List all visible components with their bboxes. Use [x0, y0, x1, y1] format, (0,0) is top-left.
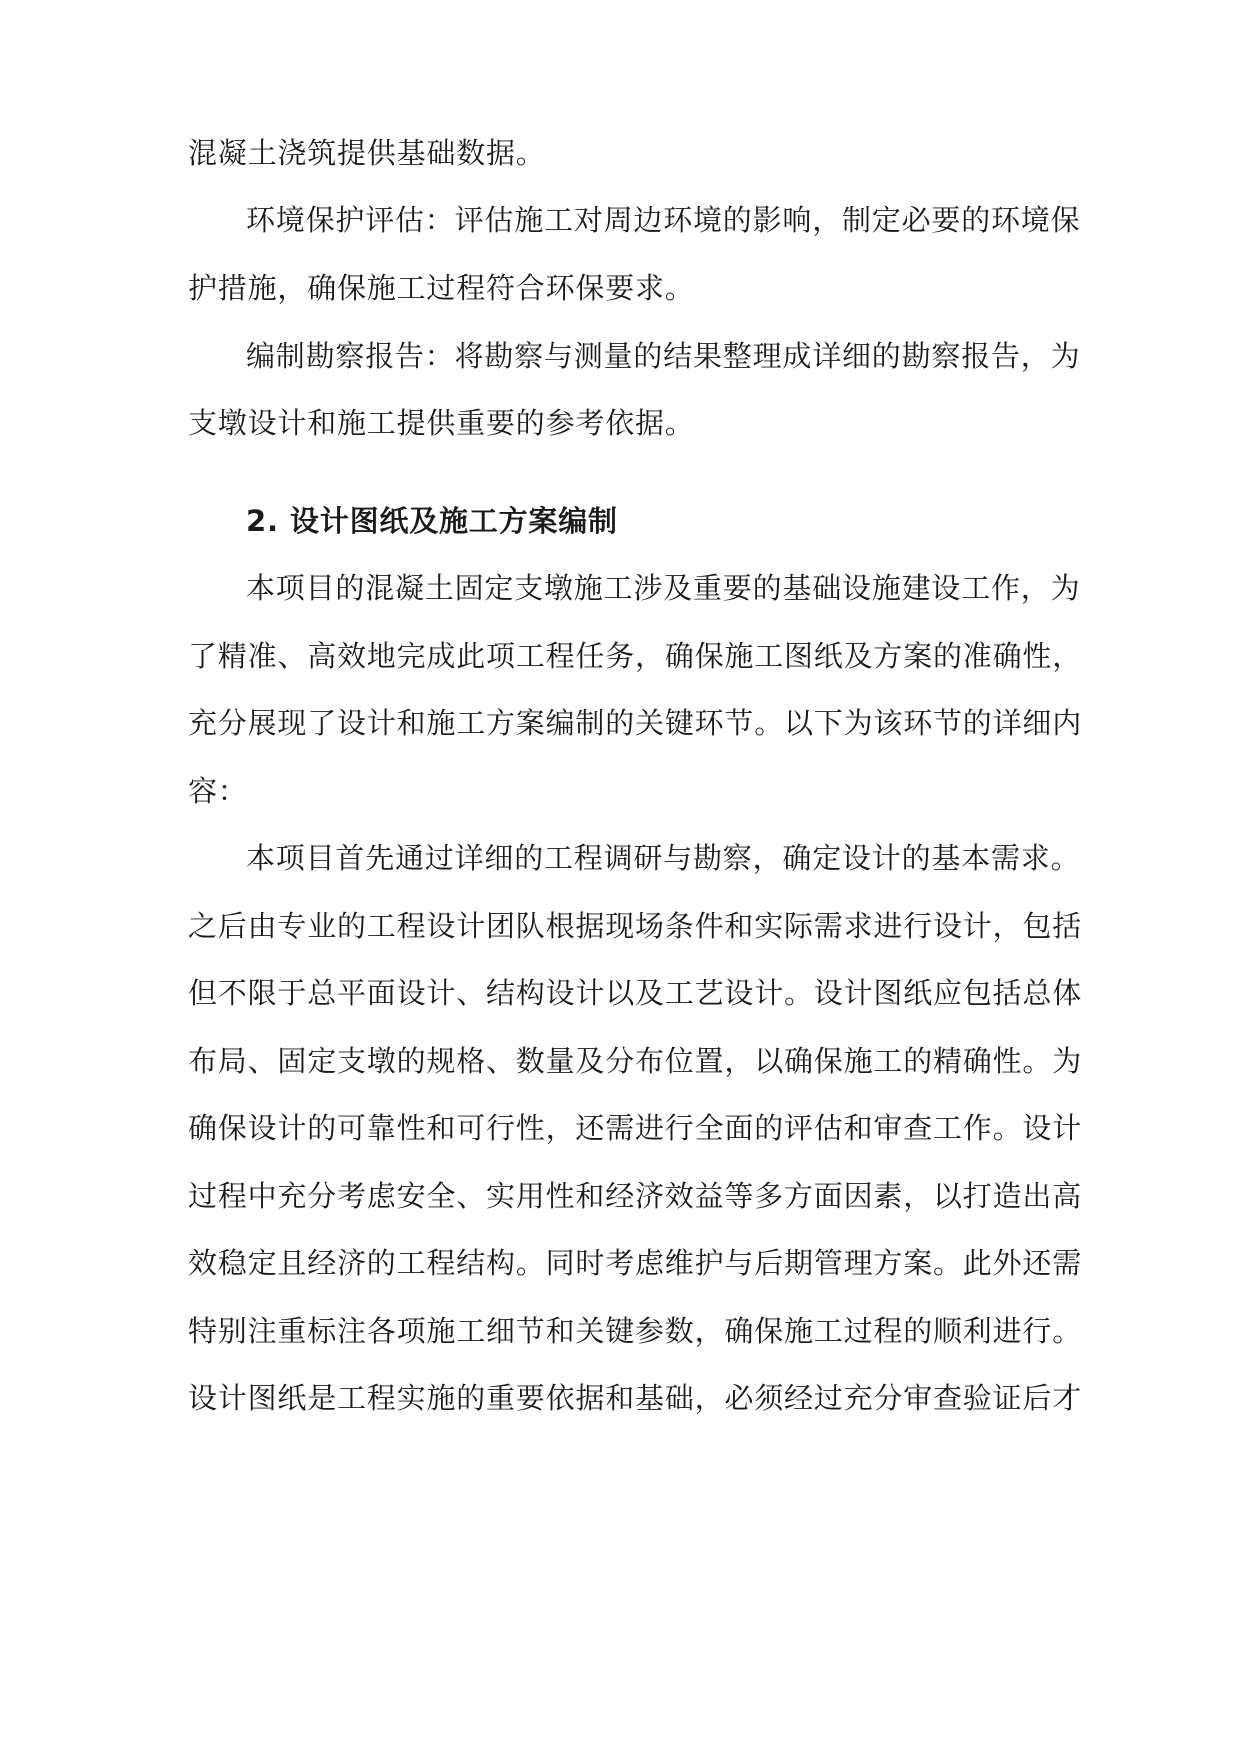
section-heading: [246, 496, 1116, 546]
paragraph-line: 布局、固定支墩的规格、数量及分布位置，以确保施工的精确性。为: [188, 1044, 1083, 1078]
section-title: 设计图纸及施工方案编制: [290, 504, 618, 538]
paragraph-line: 环境保护评估：评估施工对周边环境的影响，制定必要的环境保: [246, 203, 1081, 237]
paragraph-line: 编制勘察报告：将勘察与测量的结果整理成详细的勘察报告，为: [246, 339, 1081, 373]
paragraph-line: 本项目首先通过详细的工程调研与勘察，确定设计的基本需求。: [246, 841, 1081, 875]
paragraph-line: 设计图纸是工程实施的重要依据和基础，必须经过充分审查验证后才: [188, 1381, 1083, 1415]
paragraph-line: 但不限于总平面设计、结构设计以及工艺设计。设计图纸应包括总体: [188, 976, 1083, 1010]
paragraph-line: 过程中充分考虑安全、实用性和经济效益等多方面因素，以打造出高: [188, 1179, 1083, 1213]
paragraph-line: 支墩设计和施工提供重要的参考依据。: [188, 406, 695, 440]
paragraph-line: 效稳定且经济的工程结构。同时考虑维护与后期管理方案。此外还需: [188, 1246, 1083, 1280]
paragraph-line: 了精准、高效地完成此项工程任务，确保施工图纸及方案的准确性，: [188, 639, 1083, 673]
paragraph-line: 护措施，确保施工过程符合环保要求。: [188, 271, 695, 305]
section-number: 2.: [246, 504, 279, 538]
paragraph-line: 容：: [188, 774, 248, 808]
paragraph-line: 特别注重标注各项施工细节和关键参数，确保施工过程的顺利进行。: [188, 1314, 1083, 1348]
paragraph-line: 充分展现了设计和施工方案编制的关键环节。以下为该环节的详细内: [188, 706, 1083, 740]
paragraph-line: 混凝土浇筑提供基础数据。: [188, 136, 546, 170]
paragraph-line: 本项目的混凝土固定支墩施工涉及重要的基础设施建设工作，为: [246, 571, 1081, 605]
paragraph-line: 之后由专业的工程设计团队根据现场条件和实际需求进行设计，包括: [188, 909, 1083, 943]
paragraph-line: 确保设计的可靠性和可行性，还需进行全面的评估和审查工作。设计: [188, 1111, 1083, 1145]
